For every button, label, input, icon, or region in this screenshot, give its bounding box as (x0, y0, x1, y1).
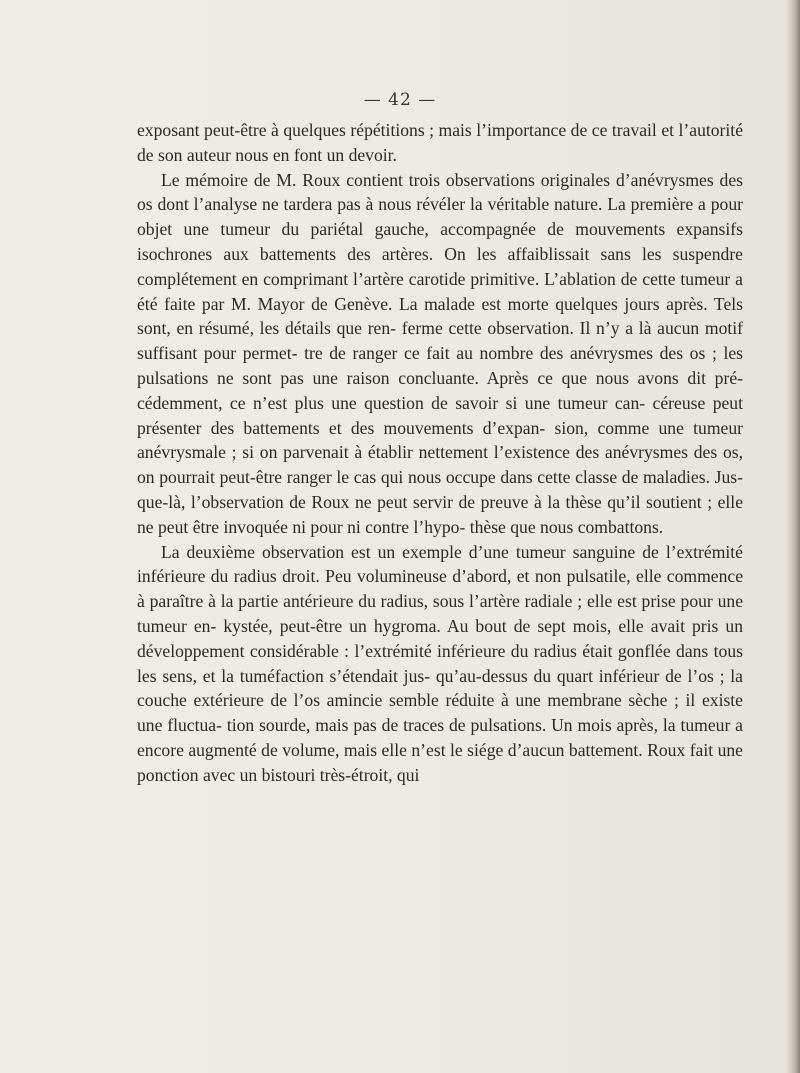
paragraph-2: Le mémoire de M. Roux contient trois observations originales d’anévrysmes des os dont l’analyse ne tardera pas à nous révéler la véritable nature. La première a pour objet une tumeur du pariétal gauche, accompagnée de mouvements expansifs isochrones aux battements des artères. On les affaiblissait sans les suspendre complétement en comprimant l’artère carotide primitive. L’ablation de cette tumeur a été faite par M. Mayor de Genève. La malade est morte quelques jours après. Tels sont, en résumé, les détails que ren- ferme cette observation. Il n’y a là aucun motif suffisant pour permet- tre de ranger ce fait au nombre des anévrysmes des os ; les pulsations ne sont pas une raison concluante. Après ce que nous avons dit pré- cédemment, ce n’est plus une question de savoir si une tumeur can- céreuse peut présenter des battements et des mouvements d’expan- sion, comme une tumeur anévrysmale ; si on parvenait à établir nettement l’existence des anévrysmes des os, on pourrait peut-être ranger le cas qui nous occupe dans cette classe de maladies. Jus- que-là, l’observation de Roux ne peut servir de preuve à la thèse qu’il soutient ; elle ne peut être invoquée ni pour ni contre l’hypo- thèse que nous combattons. (137, 169, 743, 537)
page-edge-shadow (786, 0, 800, 1073)
body-text (137, 118, 743, 788)
paragraph-3: La deuxième observation est un exemple d’une tumeur sanguine de l’extrémité inférieure du radius droit. Peu volumineuse d’abord, et non pulsatile, elle commence à paraître à la partie antérieure du radius, sous l’artère radiale ; elle est prise pour une tumeur en- kystée, peut-être un hygroma. Au bout de sept mois, elle avait pris un développement considérable : l’extrémité inférieure du radius était gonflée dans tous les sens, et la tuméfaction s’étendait jus- qu’au-dessus du quart inférieur de l’os ; la couche extérieure de l’os amincie semble réduite à une membrane sèche ; il existe une fluctua- tion sourde, mais pas de traces de pulsations. Un mois après, la tumeur a encore augmenté de volume, mais elle n’est le siége d’aucun battement. Roux fait une ponction avec un bistouri très-étroit, qui (137, 541, 743, 785)
page-number: — 42 — (363, 90, 437, 110)
paragraph-1: exposant peut-être à quelques répétitions ; mais l’importance de ce travail et l’autorité de son auteur nous en font un devoir. (137, 120, 743, 165)
